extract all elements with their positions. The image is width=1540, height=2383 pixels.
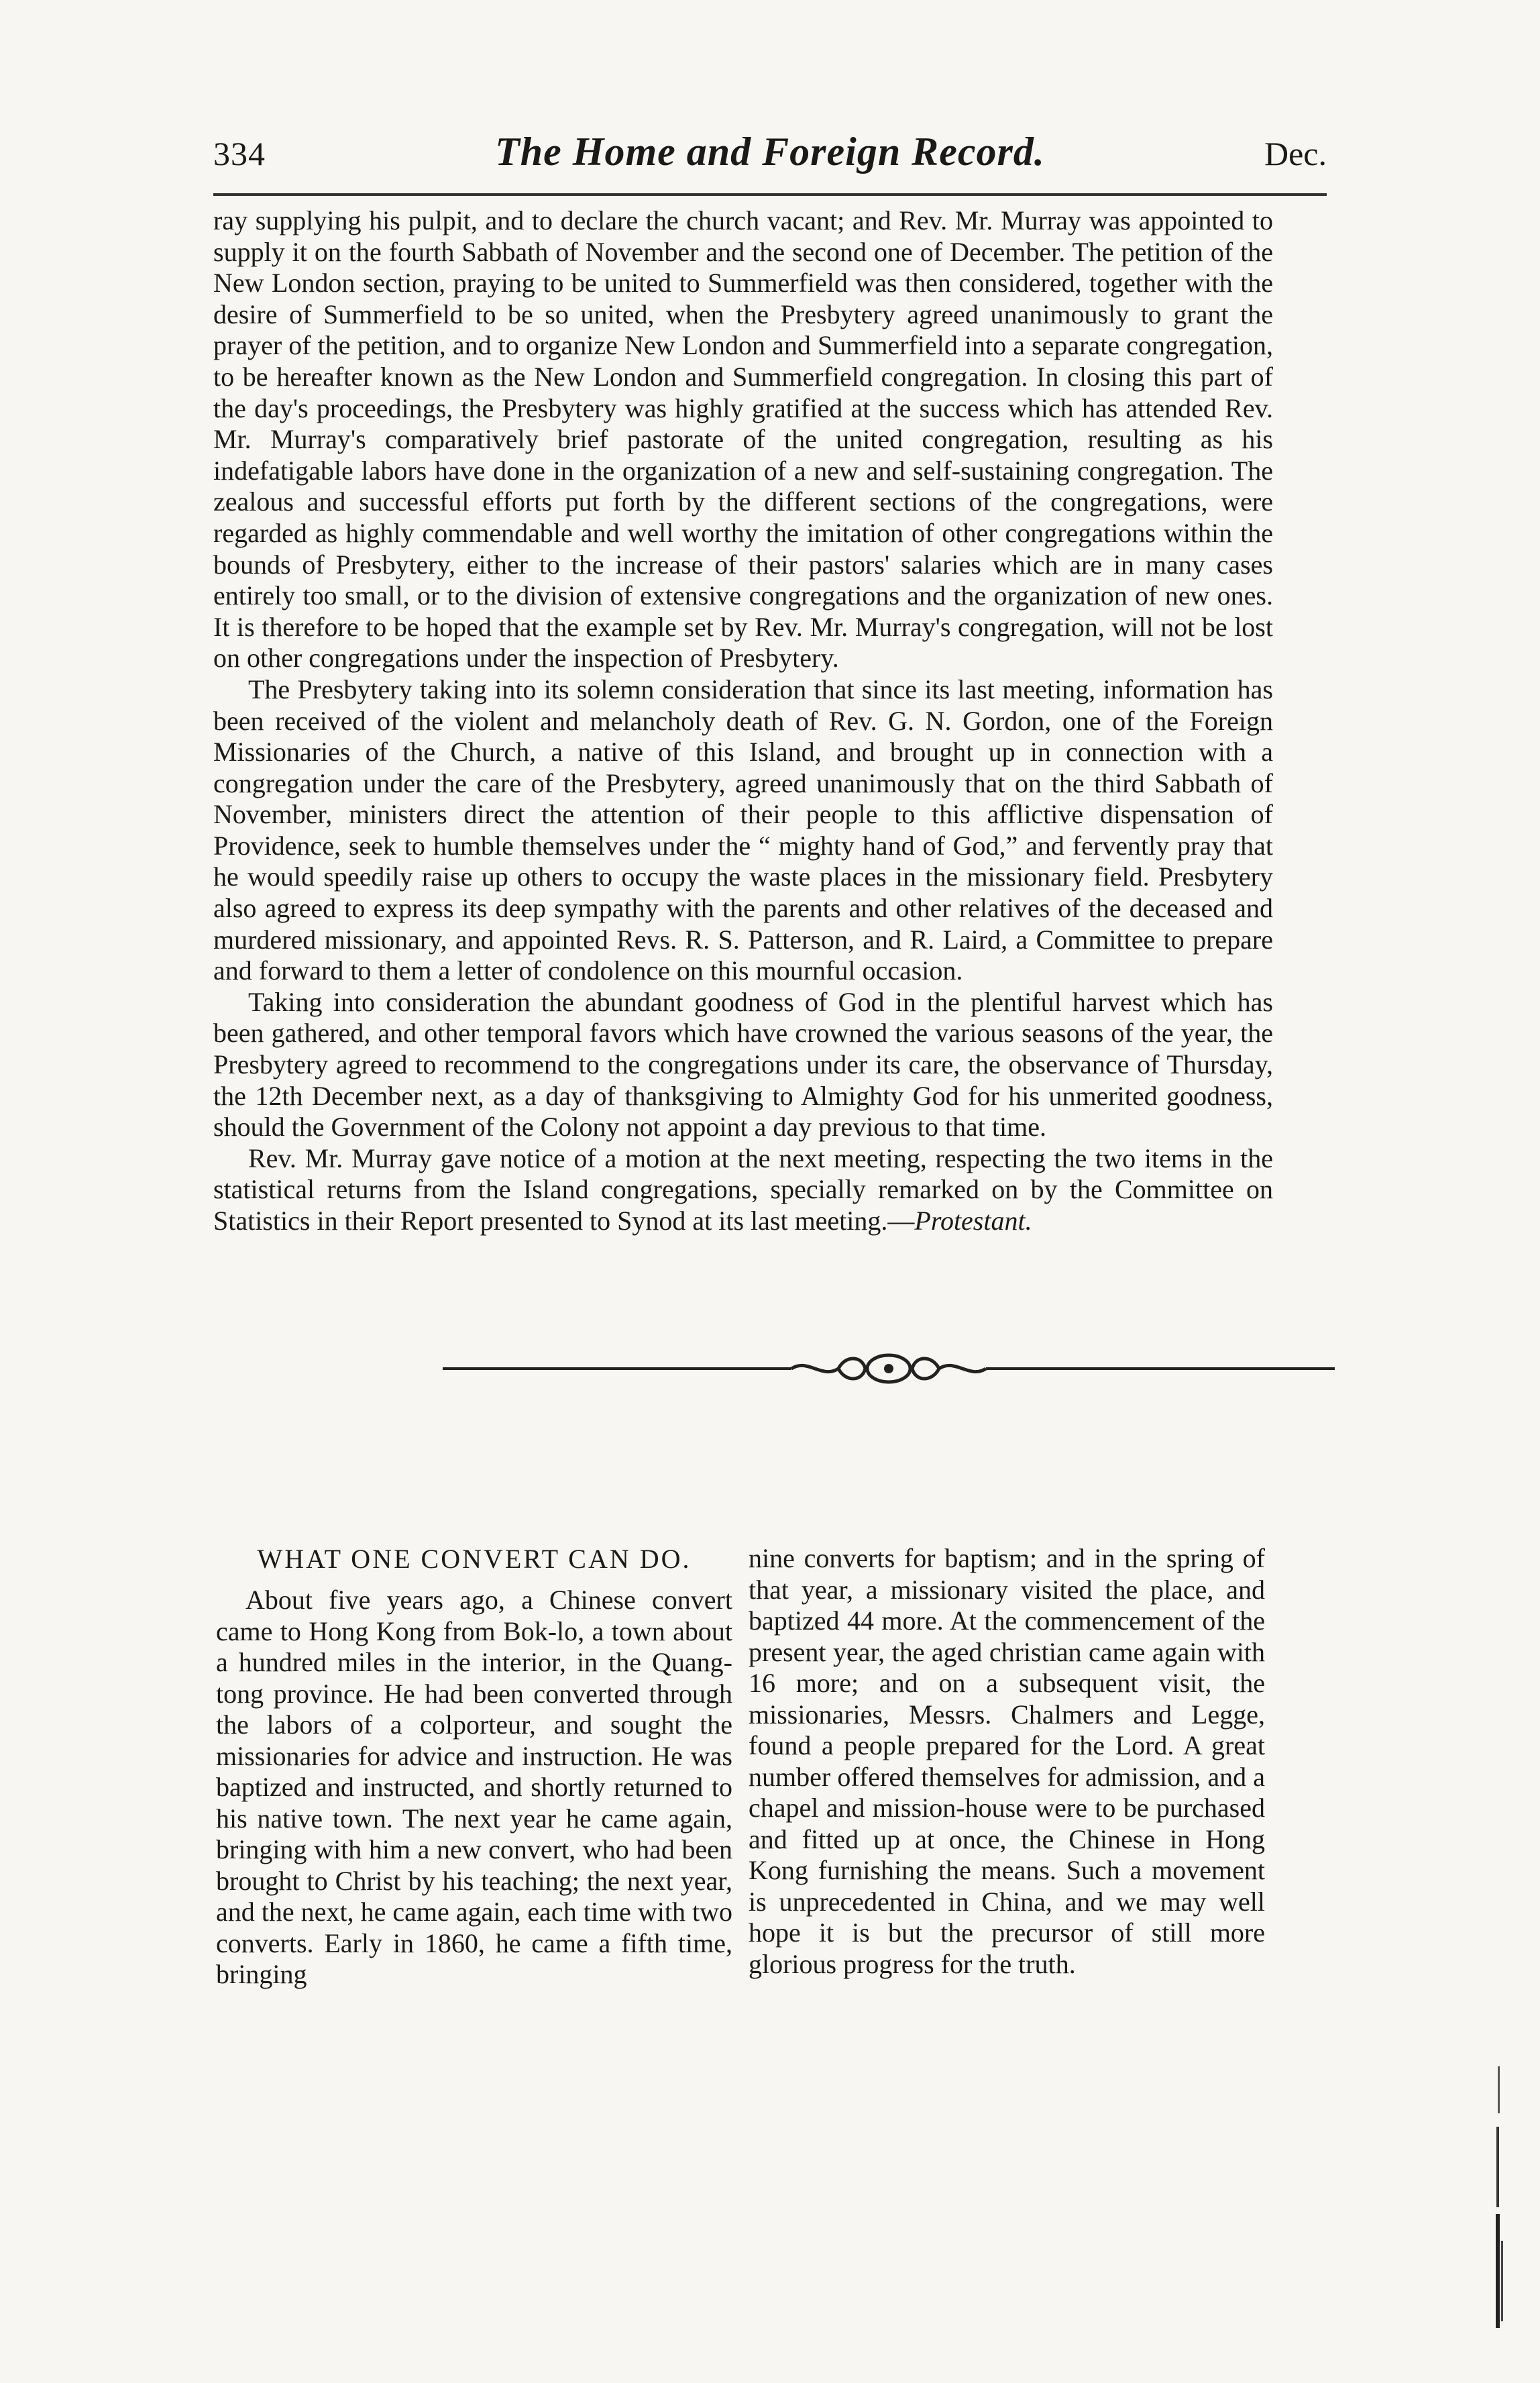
article-right-text: nine converts for baptism; and in the spring of that year, a missionary visited the place, and baptized 44 more. At the commencement of the present year, the aged christian came again with 16 more; and on a subsequent visit, the missionaries, Messrs. Chalmers and Legge, found a people prepared for the Lord. A great number offered themselves for admission, and a chapel and mission-house were to be purchased and fitted up at once, the Chinese in Hong Kong furnishing the means. Such a movement is unprecedented in China, and we may well hope it is but the precursor of still more glorious progress for the truth. xyxy=(749,1543,1265,1979)
report-paragraph-4 xyxy=(213,1143,1273,1237)
article-left-text: About five years ago, a Chinese convert came to Hong Kong from Bok-lo, a town about a hundred miles in the interior, in the Quang-tong province. He had been converted through the labors of a colporteur, and sought the missionaries for advice and instruction. He was baptized and instructed, and shortly returned to his native town. The next year he came again, bringing with him a new convert, who had been brought to Christ by his teaching; the next year, and the next, he came again, each time with two converts. Early in 1860, he came a fifth time, bringing xyxy=(216,1585,732,1989)
source-credit: Protestant. xyxy=(914,1206,1032,1236)
report-final-text: Rev. Mr. Murray gave notice of a motion at the next meeting, respecting the two items in the statistical returns from the Island congregations, specially remarked on by the Committee on Statistics in their Report presented to Synod at its last meeting.— xyxy=(213,1143,1273,1236)
report-paragraph-3: Taking into consideration the abundant goodness of God in the plentiful harvest which has been gathered, and other temporal favors which have crowned the various seasons of the year, the Presbytery agreed to recommend to the congregations under its care, the observance of Thursday, the 12th December next, as a day of thanksgiving to Almighty God for his unmerited goodness, should the Government of the Colony not appoint a day previous to that time. xyxy=(213,986,1273,1143)
convert-article-left-column xyxy=(216,1543,732,1991)
page-number: 334 xyxy=(213,135,266,172)
running-header xyxy=(213,126,1327,180)
header-rule xyxy=(213,193,1327,196)
section-divider-ornament xyxy=(443,1348,1335,1389)
report-paragraph-1: ray supplying his pulpit, and to declare the church vacant; and Rev. Mr. Murray was appointed to supply it on the fourth Sabbath of November and the second one of December. The petition of the New London section, praying to be united to Summerfield was then considered, together with the desire of Summerfield to be so united, when the Presbytery agreed unanimously to grant the prayer of the petition, and to organize New London and Summerfield into a separate congregation, to be hereafter known as the New London and Summerfield congregation. In closing this part of the day's proceedings, the Presbytery was highly gratified at the success which has attended Rev. Mr. Murray's comparatively brief pastorate of the united congregation, resulting as his indefatigable labors have done in the organization of a new and self-sustaining congregation. The zealous and successful efforts put forth by the different sections of the congregations, were regarded as highly commendable and well worthy the imitation of other congregations within the bounds of Presbytery, either to the increase of their pastors' salaries which are in many cases entirely too small, or to the division of extensive congregations and the organization of new ones. It is therefore to be hoped that the example set by Rev. Mr. Murray's congregation, will not be lost on other congregations under the inspection of Presbytery. xyxy=(213,205,1273,674)
scan-edge-artifact xyxy=(1492,2066,1507,2335)
journal-title: The Home and Foreign Record. xyxy=(495,129,1045,174)
issue-month: Dec. xyxy=(1264,135,1327,172)
convert-article-right-column xyxy=(749,1543,1265,1980)
presbytery-report xyxy=(213,205,1273,1237)
article-heading: WHAT ONE CONVERT CAN DO. xyxy=(257,1544,692,1574)
report-paragraph-2: The Presbytery taking into its solemn consideration that since its last meeting, information has been received of the violent and melancholy death of Rev. G. N. Gordon, one of the Foreign Missionaries of the Church, a native of this Island, and brought up in connection with a congregation under the care of the Presbytery, agreed unanimously that on the third Sabbath of November, ministers direct the attention of their people to this afflictive dispensation of Providence, seek to humble themselves under the “ mighty hand of God,” and fervently pray that he would speedily raise up others to occupy the waste places in the missionary field. Presbytery also agreed to express its deep sympathy with the parents and other relatives of the deceased and murdered missionary, and appointed Revs. R. S. Patterson, and R. Laird, a Committee to prepare and forward to them a letter of condolence on this mournful occasion. xyxy=(213,674,1273,986)
